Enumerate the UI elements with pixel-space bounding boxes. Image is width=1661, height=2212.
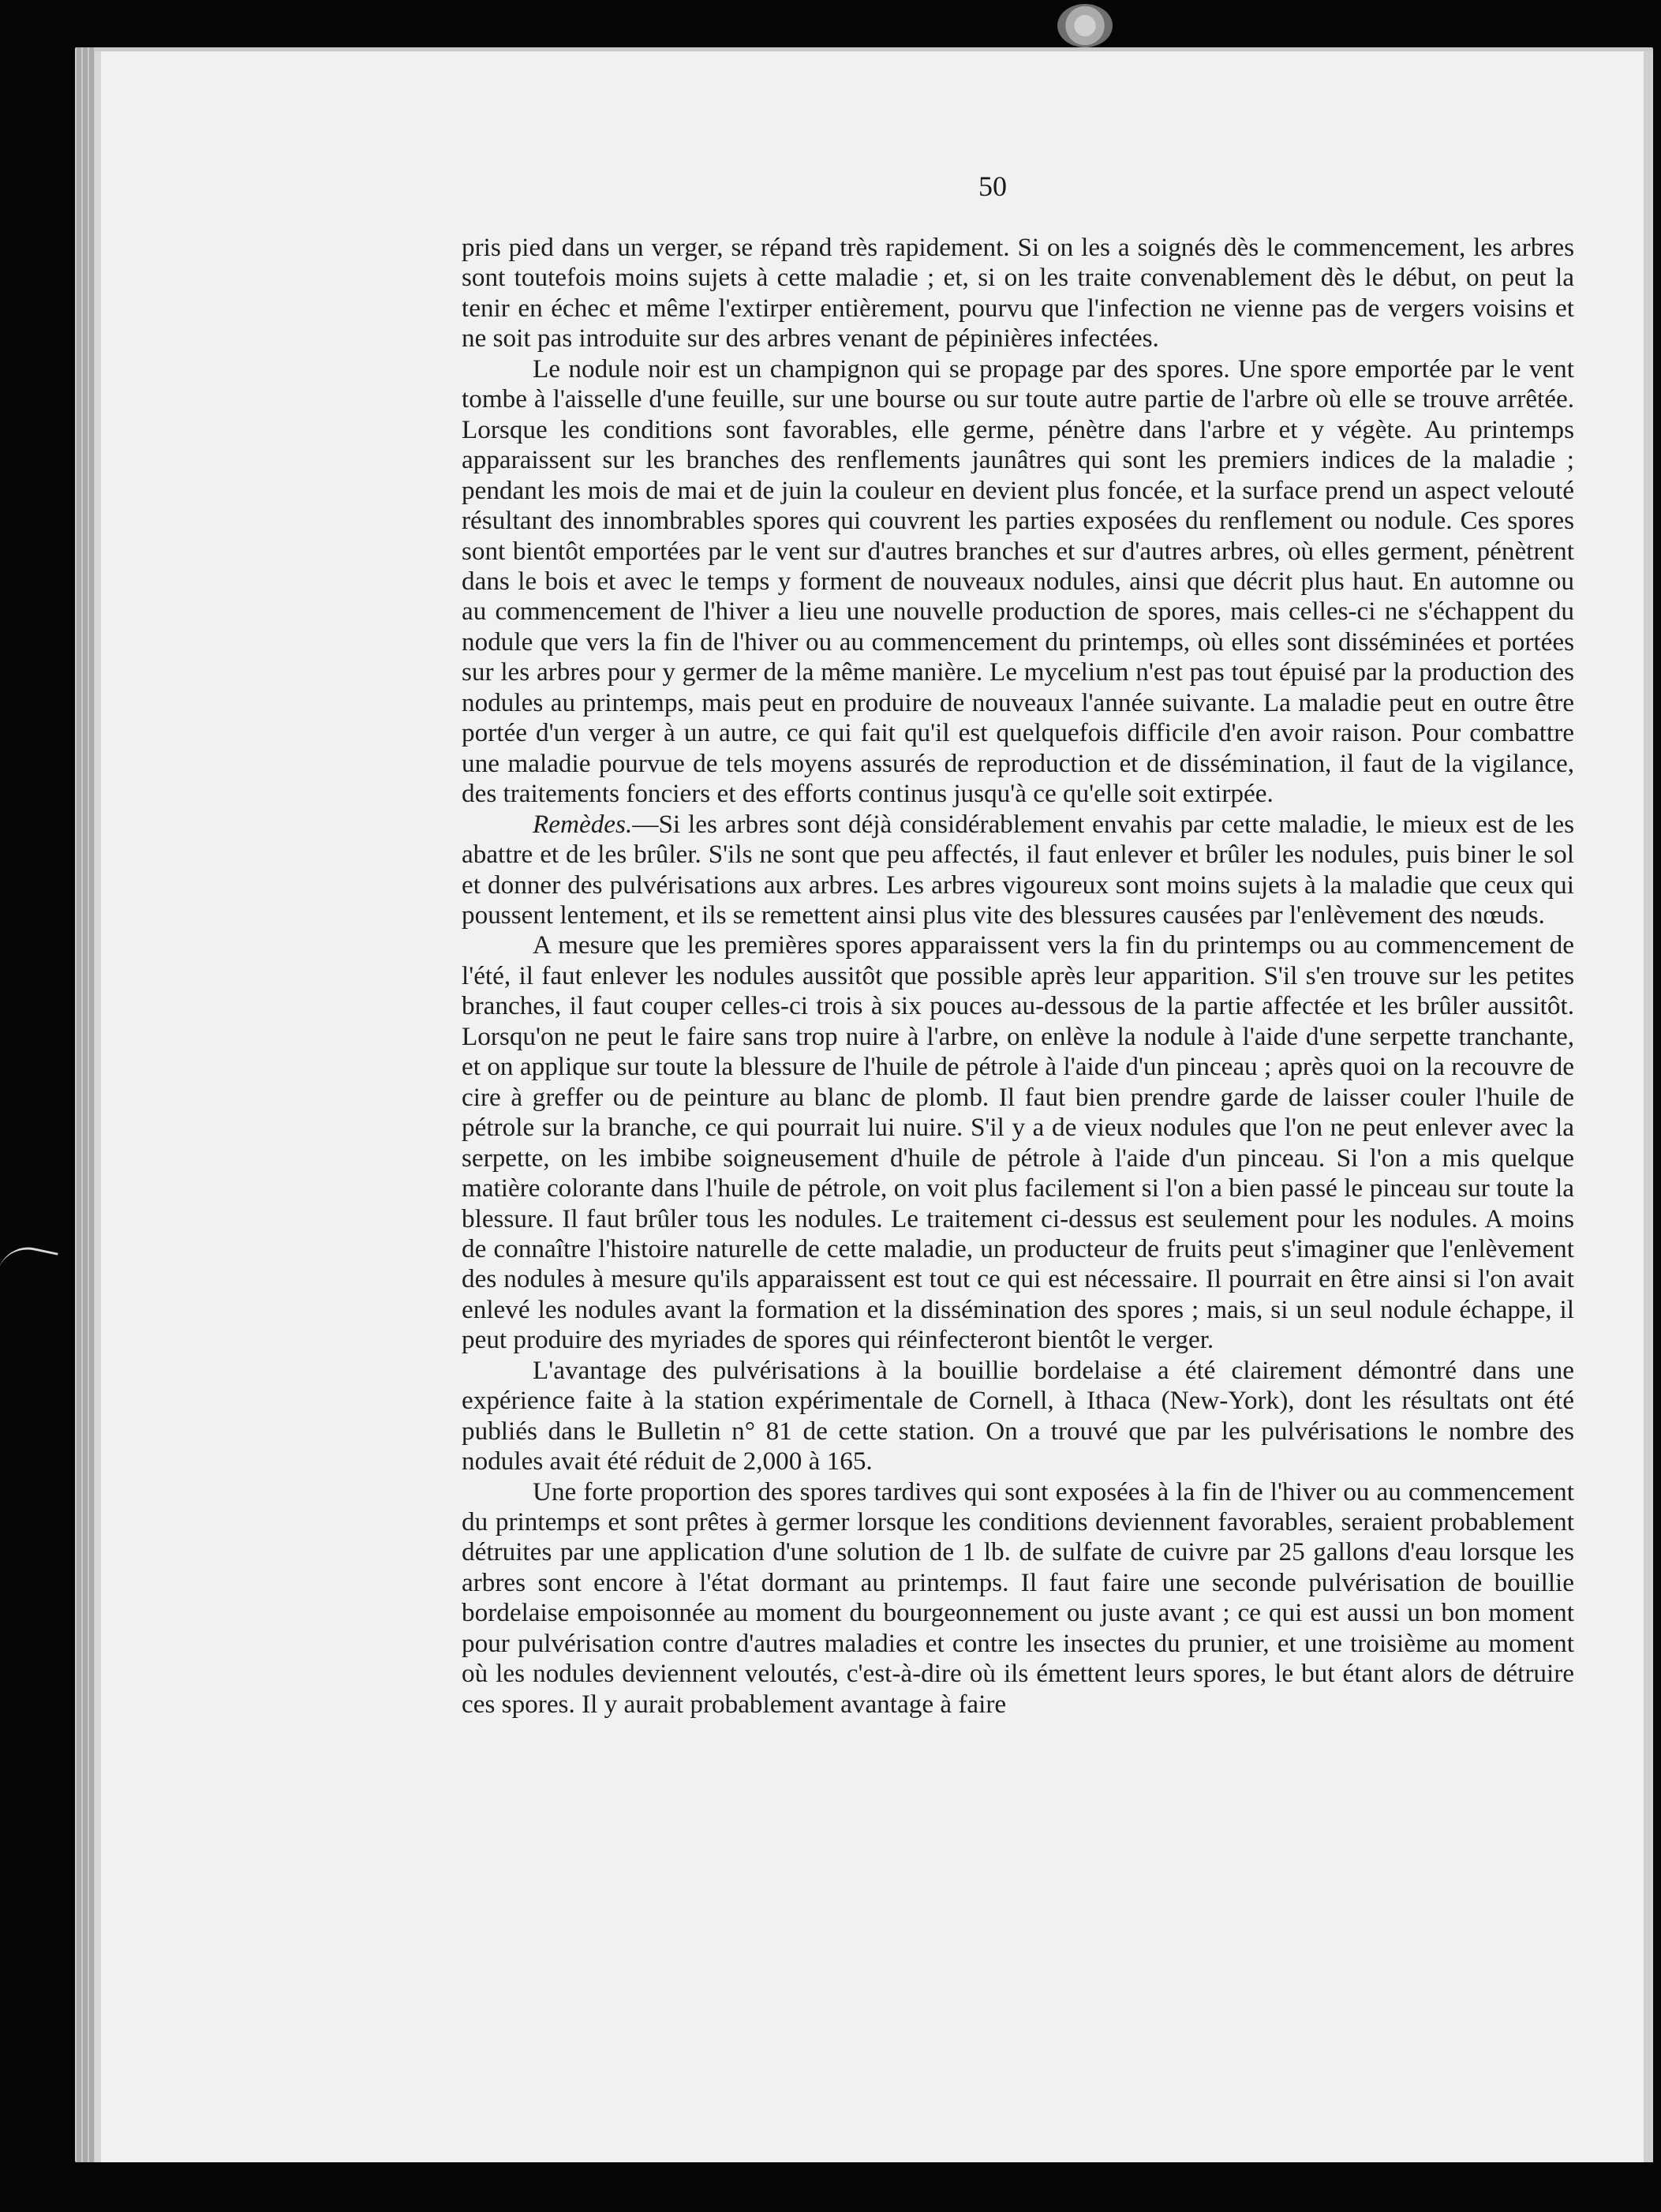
paragraph: pris pied dans un verger, se répand très rapidement. Si on les a soignés dès le commencement, les arbres sont toutefois moins sujets à cette maladie ; et, si on les traite convenablement dès le début, on peut la tenir en échec et même l'extirper entièrement, pourvu que l'infection ne vienne pas de vergers voisins et ne soit pas introduite sur des arbres venant de pépinières infectées. [462, 233, 1574, 354]
page-edge [77, 47, 81, 2162]
paragraph: A mesure que les premières spores apparaissent vers la fin du printemps ou au commencement de l'été, il faut enlever les nodules aussitôt que possible après leur apparition. S'il s'en trouve sur les petites branches, il faut couper celles-ci trois à six pouces au-dessous de la partie affectée et les brûler aussitôt. Lorsqu'on ne peut le faire sans trop nuire à l'arbre, on enlève la nodule à l'aide d'une serpette tranchante, et on applique sur toute la blessure de l'huile de pétrole à l'aide d'un pinceau ; après quoi on la recouvre de cire à greffer ou de peinture au blanc de plomb. Il faut bien prendre garde de laisser couler l'huile de pétrole sur la branche, ce qui pourrait lui nuire. S'il y a de vieux nodules que l'on ne peut enlever avec la serpette, on les imbibe soigneusement d'huile de pétrole à l'aide d'un pinceau. Si l'on a mis quelque matière colorante dans l'huile de pétrole, on voit plus facilement si l'on a bien passé le pinceau sur toute la blessure. Il faut brûler tous les nodules. Le traitement ci-dessus est seulement pour les nodules. A moins de connaître l'histoire naturelle de cette maladie, un producteur de fruits peut s'imaginer que l'enlèvement des nodules à mesure qu'ils apparaissent est tout ce qui est nécessaire. Il pourrait en être ainsi si l'on avait enlevé les nodules avant la formation et la dissémination des spores ; mais, si un seul nodule échappe, il peut produire des myriades de spores qui réinfecteront bientôt le verger. [462, 930, 1574, 1355]
page-edge [89, 47, 94, 2162]
page-edge [83, 47, 88, 2162]
section-heading: Remèdes. [533, 809, 633, 839]
paragraph-remedes [462, 810, 1574, 931]
paragraph: L'avantage des pulvérisations à la bouillie bordelaise a été clairement démontré dans une expérience faite à la station expérimentale de Cornell, à Ithaca (New-York), dont les résultats ont été publiés dans le Bulletin n° 81 de cette station. On a trouvé que par les pulvérisations le nombre des nodules avait été réduit de 2,000 à 165. [462, 1355, 1574, 1477]
paragraph: Le nodule noir est un champignon qui se propage par des spores. Une spore emportée par le vent tombe à l'aisselle d'une feuille, sur une bourse ou sur toute autre partie de l'arbre où elle se trouve arrêtée. Lorsque les conditions sont favorables, elle germe, pénètre dans l'arbre et y végète. Au printemps apparaissent sur les branches des renflements jaunâtres qui sont les premiers indices de la maladie ; pendant les mois de mai et de juin la couleur en devient plus foncée, et la surface prend un aspect velouté résultant des innombrables spores qui couvrent les parties exposées du renflement ou nodule. Ces spores sont bientôt emportées par le vent sur d'autres branches et sur d'autres arbres, où elles germent, pénètrent dans le bois et avec le temps y forment de nouveaux nodules, ainsi que décrit plus haut. En automne ou au commencement de l'hiver a lieu une nouvelle production de spores, mais celles-ci ne s'échappent du nodule que vers la fin de l'hiver ou au commencement du printemps, où elles sont disséminées et portées sur les arbres pour y germer de la même manière. Le mycelium n'est pas tout épuisé par la production des nodules au printemps, mais peut en produire de nouveaux l'année suivante. La maladie peut en outre être portée d'un verger à un autre, ce qui fait qu'il est quelquefois difficile d'en avoir raison. Pour combattre une maladie pourvue de tels moyens assurés de reproduction et de dissémination, il faut de la vigilance, des traitements fonciers et des efforts continus jusqu'à ce qu'elle soit extirpée. [462, 354, 1574, 809]
binding-hole-mark [1057, 4, 1113, 47]
paragraph: Une forte proportion des spores tardives qui sont exposées à la fin de l'hiver ou au commencement du printemps et sont prêtes à germer lorsque les conditions deviennent favorables, seraient probablement détruites par une application d'une solution de 1 lb. de sulfate de cuivre par 25 gallons d'eau lorsque les arbres sont encore à l'état dormant au printemps. Il faut faire une seconde pulvérisation de bouillie bordelaise empoisonnée au moment du bourgeonnement ou juste avant ; ce qui est aussi un bon moment pour pulvérisation contre d'autres maladies et contre les insectes du prunier, et une troisième au moment où les nodules deviennent veloutés, c'est-à-dire où ils émettent leurs spores, le but étant alors de détruire ces spores. Il y aurait probablement avantage à faire [462, 1477, 1574, 1719]
margin-mark [0, 1241, 58, 1286]
paragraph-text: —Si les arbres sont déjà considérablement envahis par cette maladie, le mieux est de les abattre et de les brûler. S'ils ne sont que peu affectés, il faut enlever et brûler les nodules, puis biner le sol et donner des pulvérisations aux arbres. Les arbres vigoureux sont moins sujets à la maladie que ceux qui poussent lentement, et ils se remettent ainsi plus vite des blessures causées par l'enlèvement des nœuds. [462, 809, 1574, 930]
page-right-edge [1644, 51, 1653, 2162]
body-text [462, 233, 1574, 1720]
page-number: 50 [978, 170, 1007, 202]
